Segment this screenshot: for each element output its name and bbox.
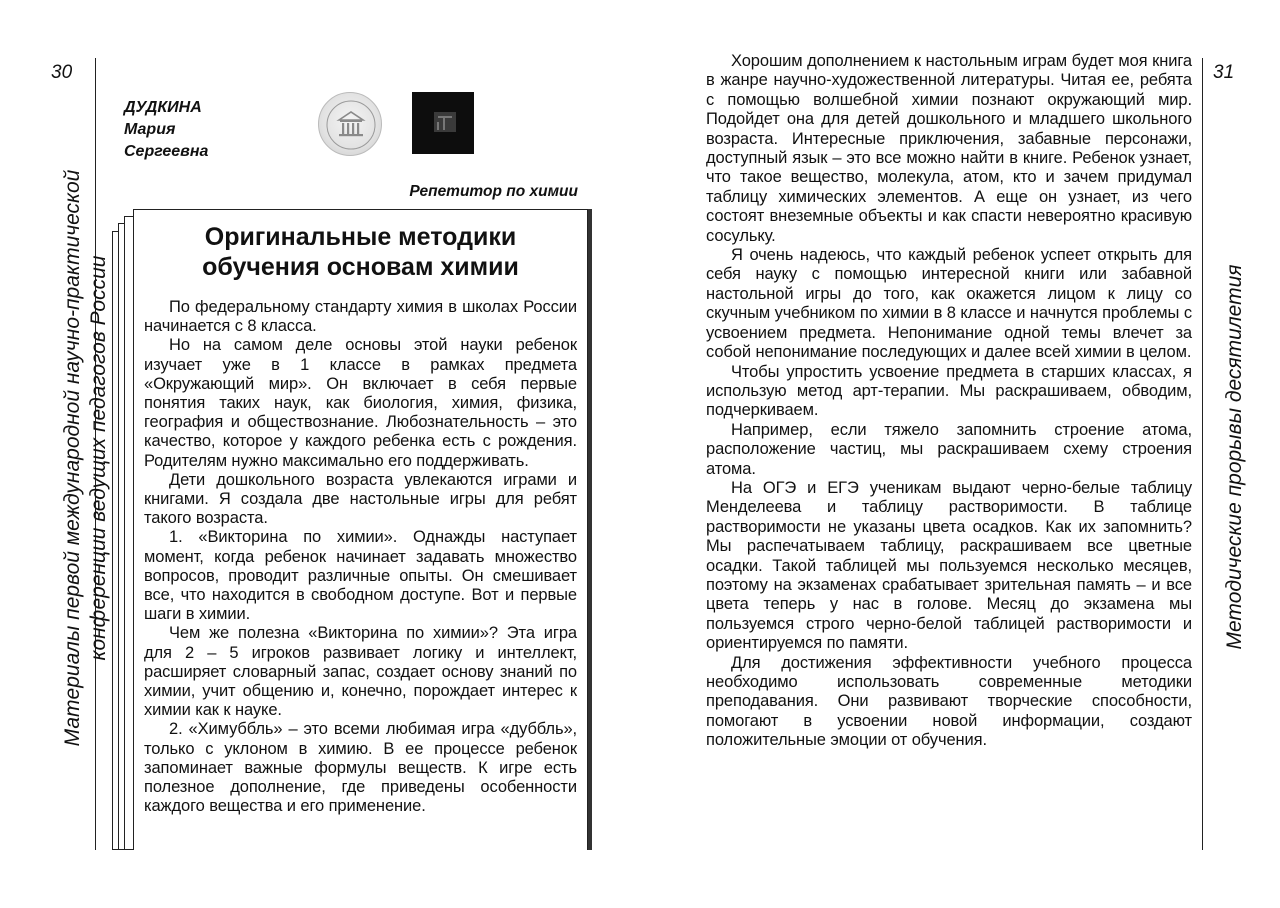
right-paragraph: Я очень надеюсь, что каждый ребенок успеет открыть для себя науку с помощью интересной книги или забавной настольной игры до того, как окажется лицом к лицу со скучным учебником по химии в 8 классе и начнутся проблемы с усвоением предмета. Непонимание одной темы влечет за собой непонимание последующих и далее всей химии в целом. bbox=[706, 246, 1192, 362]
author-block bbox=[124, 97, 208, 163]
article-paragraph: Дети дошкольного возраста увлекаются играми и книгами. Я создала две настольные игры для ребят такого возраста. bbox=[144, 470, 577, 528]
right-paragraph: Хорошим дополнением к настольным играм будет моя книга в жанре научно-художественной литературы. Читая ее, ребята с помощью волшебной химии познают окружающий мир. Подойдет она для детей дошкольного и младшего школьного возраста. Интересные приключения, забавные персонажи, доступный язык – это все можно найти в книге. Ребенок узнает, что такое вещество, молекула, атом, кто и зачем придумал таблицу химических элементов. А еще он узнает, из чего состоят внеземные объекты и как спасти невероятно красивую сосульку. bbox=[706, 52, 1192, 245]
article-body bbox=[144, 298, 577, 816]
side-title-left-line1: Материалы первой международной научно-практической bbox=[61, 169, 84, 747]
article-box bbox=[133, 209, 588, 850]
article-title-line2: обучения основам химии bbox=[202, 253, 519, 281]
page-number-left: 30 bbox=[51, 62, 73, 83]
article-title-line1: Оригинальные методики bbox=[204, 223, 517, 251]
right-paragraph: Чтобы упростить усвоение предмета в старших классах, я использую метод арт-терапии. Мы раскрашиваем, обводим, подчеркиваем. bbox=[706, 362, 1192, 420]
right-paragraph: На ОГЭ и ЕГЭ ученикам выдают черно-белые таблицу Менделеева и таблицу растворимости. В таблице растворимости не указаны цвета осадков. Как их запомнить? Мы распечатываем таблицу, раскрашиваем все цветные осадки. Такой таблицей мы пользуемся несколько месяцев, поэтому на экзаменах срабатывает зрительная память – и все цвета теперь у нас в голове. Месяц до экзамена мы пользуемся строго черно-белой таблицей растворимости и ориентируемся по памяти. bbox=[706, 478, 1192, 653]
article-paragraph: 1. «Викторина по химии». Однажды наступает момент, когда ребенок начинает задавать множество вопросов, проводит различные опыты. Он смешивает все, что находится в свободном доступе. Вот и первые шаги в химии. bbox=[144, 528, 577, 624]
right-margin-rule bbox=[1202, 58, 1203, 850]
article-paragraph: Но на самом деле основы этой науки ребенок изучает уже в 1 классе в рамках предмета «Окружающий мир». Он включает в себя первые понятия таких наук, как биология, химия, физика, география и обществознание. Любознательность – это качество, которое у каждого ребенка есть с рождения. Родителям нужно максимально его поддерживать. bbox=[144, 336, 577, 470]
author-surname: ДУДКИНА bbox=[124, 99, 202, 116]
academy-building-icon bbox=[319, 93, 383, 157]
academy-seal-logo bbox=[318, 92, 382, 156]
article-paragraph: По федеральному стандарту химия в школах России начинается с 8 класса. bbox=[144, 298, 577, 336]
side-title-left bbox=[60, 38, 116, 878]
side-title-right: Методические прорывы десятилетия bbox=[1223, 264, 1246, 650]
side-title-left-line2: конференции ведущих педагогов России bbox=[87, 255, 110, 661]
right-paragraph: Для достижения эффективности учебного процесса необходимо использовать современные методики преподавания. Они развивают творческие способности, помогают в усвоении новой информации, создают положительные эмоции от обучения. bbox=[706, 653, 1192, 750]
article-title bbox=[134, 222, 587, 282]
article-paragraph: Чем же полезна «Викторина по химии»? Эта игра для 2 – 5 игроков развивает логику и интеллект, расширяет словарный запас, создает основу знаний по химии, учит общению и, конечно, порождает интерес к химии как к науке. bbox=[144, 624, 577, 720]
article-paragraph: 2. «Химуббль» – это всеми любимая игра «дуббль», только с уклоном в химию. В ее процессе ребенок запоминает важные формулы веществ. К игре есть полезное дополнение, где приведены особенности каждого вещества и его применение. bbox=[144, 720, 577, 816]
page-number-right: 31 bbox=[1213, 62, 1235, 83]
right-paragraph: Например, если тяжело запомнить строение атома, расположение частиц, мы раскрашиваем схему строения атома. bbox=[706, 420, 1192, 478]
right-page-body bbox=[706, 52, 1192, 751]
brand-emblem-icon bbox=[412, 92, 474, 154]
author-first-name: Мария bbox=[124, 121, 176, 138]
author-patronymic: Сергеевна bbox=[124, 143, 209, 160]
author-position: Репетитор по химии bbox=[409, 183, 578, 200]
brand-logo bbox=[412, 92, 474, 154]
